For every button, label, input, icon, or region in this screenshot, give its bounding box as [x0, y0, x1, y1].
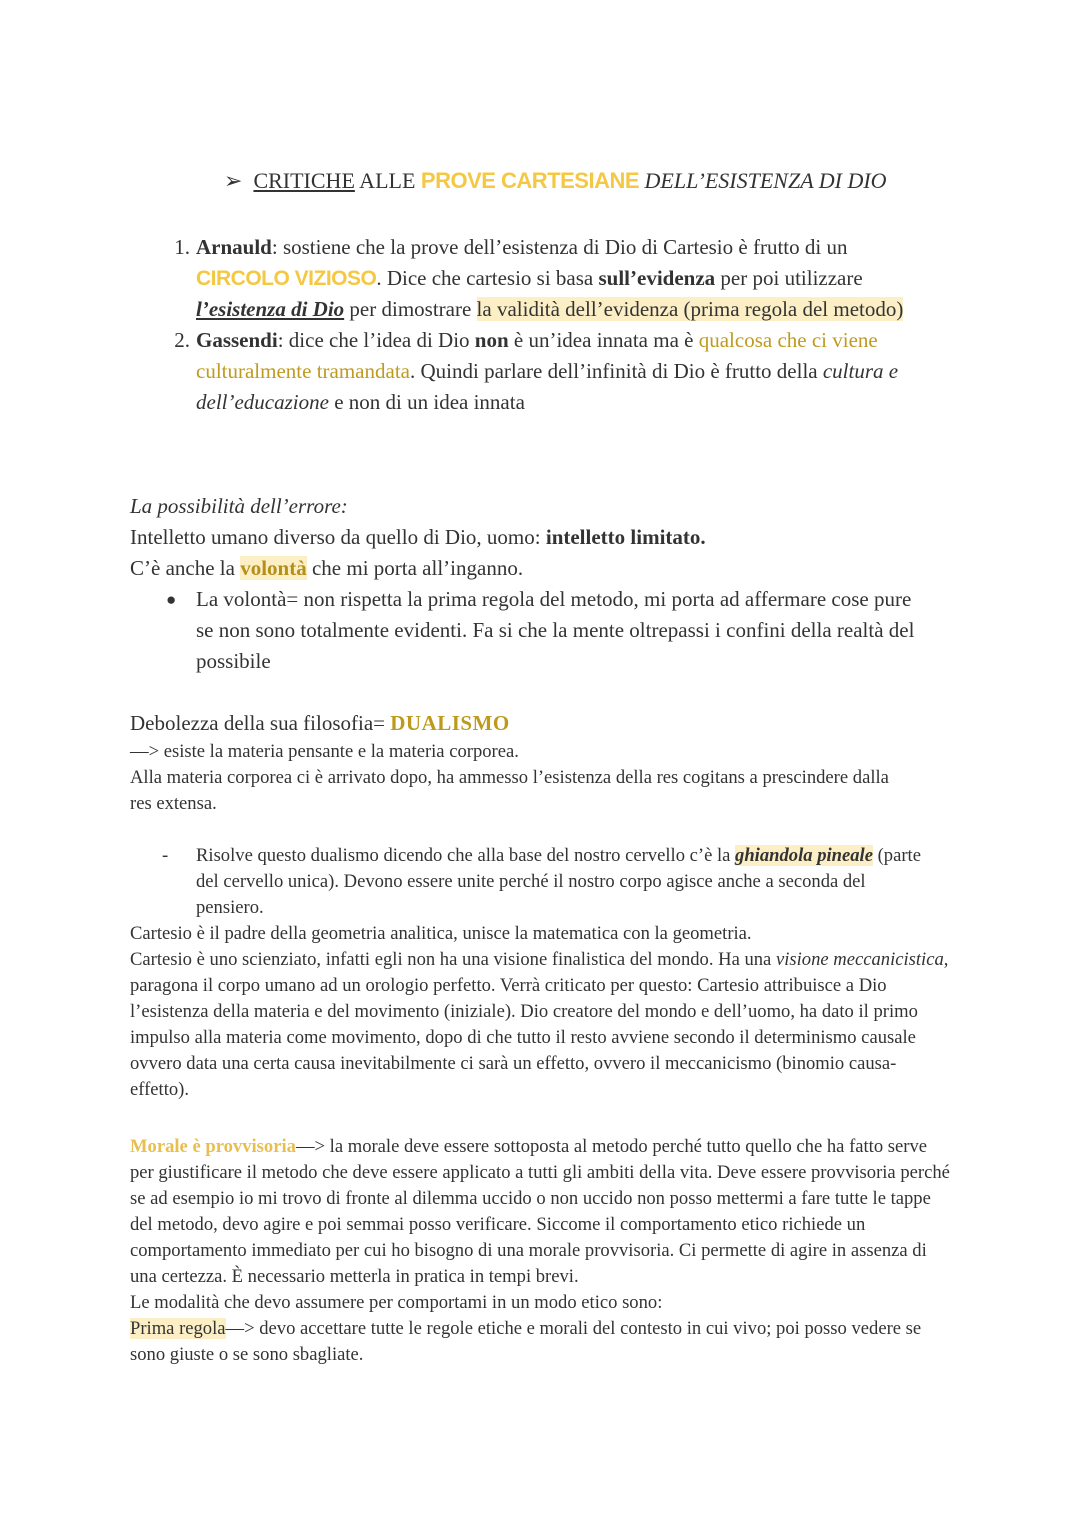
morale-heading: Morale è provvisoria — [130, 1136, 296, 1157]
title-critiche: CRITICHE — [253, 168, 355, 193]
morale-section — [130, 1134, 950, 1368]
dualism-line1: —> esiste la materia pensante e la materia corporea. — [130, 741, 519, 762]
arrow-icon: ➢ — [224, 168, 243, 193]
error-heading: La possibilità dell’errore: — [130, 494, 348, 518]
circolo-vizioso: CIRCOLO VIZIOSO — [196, 267, 377, 290]
error-line1: Intelletto umano diverso da quello di Dio, uomo: intelletto limitato. — [130, 525, 706, 549]
dualism-para: Alla materia corporea ci è arrivato dopo, ha ammesso l’esistenza della res cogitans a prescindere dalla res extensa. — [130, 767, 889, 814]
error-line2: C’è anche la volontà che mi porta all’inganno. — [130, 556, 524, 580]
critic-name: Gassendi — [196, 328, 278, 352]
morale-para: Morale è provvisoria—> la morale deve essere sottoposta al metodo perché tutto quello che ha fatto serve per giustificare il metodo che deve essere applicato a tutti gli ambiti della vita. Deve essere provvisoria perché se ad esempio io mi trovo di fronte al dilemma uccido o non uccido non posso mettermi a fare tutte le tappe del metodo, devo agire e poi semmai posso verificare. Siccome il comportamento etico richiede un comportamento immediato per cui ho bisogno di una morale provvisoria. Ci permette di agire in assenza di una certezza. È necessario metterla in pratica in tempi brevi. — [130, 1136, 950, 1287]
morale-line: Le modalità che devo assumere per comportami in un modo etico sono: — [130, 1292, 663, 1313]
dualism-p3: Cartesio è uno scienziato, infatti egli non ha una visione finalistica del mondo. Ha una visione meccanicistica, paragona il corpo umano ad un orologio perfetto. Verrà criticato per questo: Cartesio attribuisce a Dio l’esistenza della materia e del movimento (iniziale). Dio creatore del mondo e dell’uomo, ha dato il primo impulso alla materia come movimento, dopo di che tutto il resto avviene secondo il determinismo causale ovvero data una certa causa inevitabilmente ci sarà un effetto, ovvero il meccanicismo (binomio causa-effetto). — [130, 949, 949, 1100]
list-item: 2. Gassendi: dice che l’idea di Dio non è un’idea innata ma è qualcosa che ci viene culturalmente tramandata. Quindi parlare dell’infinità di Dio è frutto della cultura e dell’educazione e non di un idea innata — [174, 328, 899, 414]
bullet-icon: ● — [166, 590, 177, 609]
morale-rule: Prima regola—> devo accettare tutte le regole etiche e morali del contesto in cui vivo; poi posso vedere se sono giuste o se sono sbagliate. — [130, 1318, 922, 1365]
title-alle: ALLE — [354, 168, 421, 193]
critics-list — [160, 232, 920, 418]
dualism-dash-item: - Risolve questo dualismo dicendo che alla base del nostro cervello c’è la ghiandola pineale (parte del cervello unica). Devono essere unite perché il nostro corpo agisce anche a seconda del pensiero. — [162, 845, 921, 918]
critic-name: Arnauld — [196, 235, 272, 259]
dualism-heading: Debolezza della sua filosofia= DUALISMO — [130, 711, 510, 735]
error-section — [130, 491, 930, 677]
title-prove-cartesiane: PROVE CARTESIANE — [420, 168, 640, 193]
title-esistenza: DELL’ESISTENZA DI DIO — [639, 168, 887, 193]
list-item: 1. Arnauld: sostiene che la prove dell’esistenza di Dio di Cartesio è frutto di un CIRCOLO VIZIOSO. Dice che cartesio si basa sull’evidenza per poi utilizzare l’esistenza di Dio per dimostrare la validità dell’evidenza (prima regola del metodo) — [174, 235, 904, 321]
dualism-p2: Cartesio è il padre della geometria analitica, unisce la matematica con la geometria. — [130, 923, 752, 944]
page-title — [224, 168, 887, 194]
dualism-section — [130, 708, 950, 1103]
error-bullet: ● La volontà= non rispetta la prima regola del metodo, mi porta ad affermare cose pure se non sono totalmente evidenti. Fa si che la mente oltrepassi i confini della realtà del possibile — [130, 584, 916, 677]
